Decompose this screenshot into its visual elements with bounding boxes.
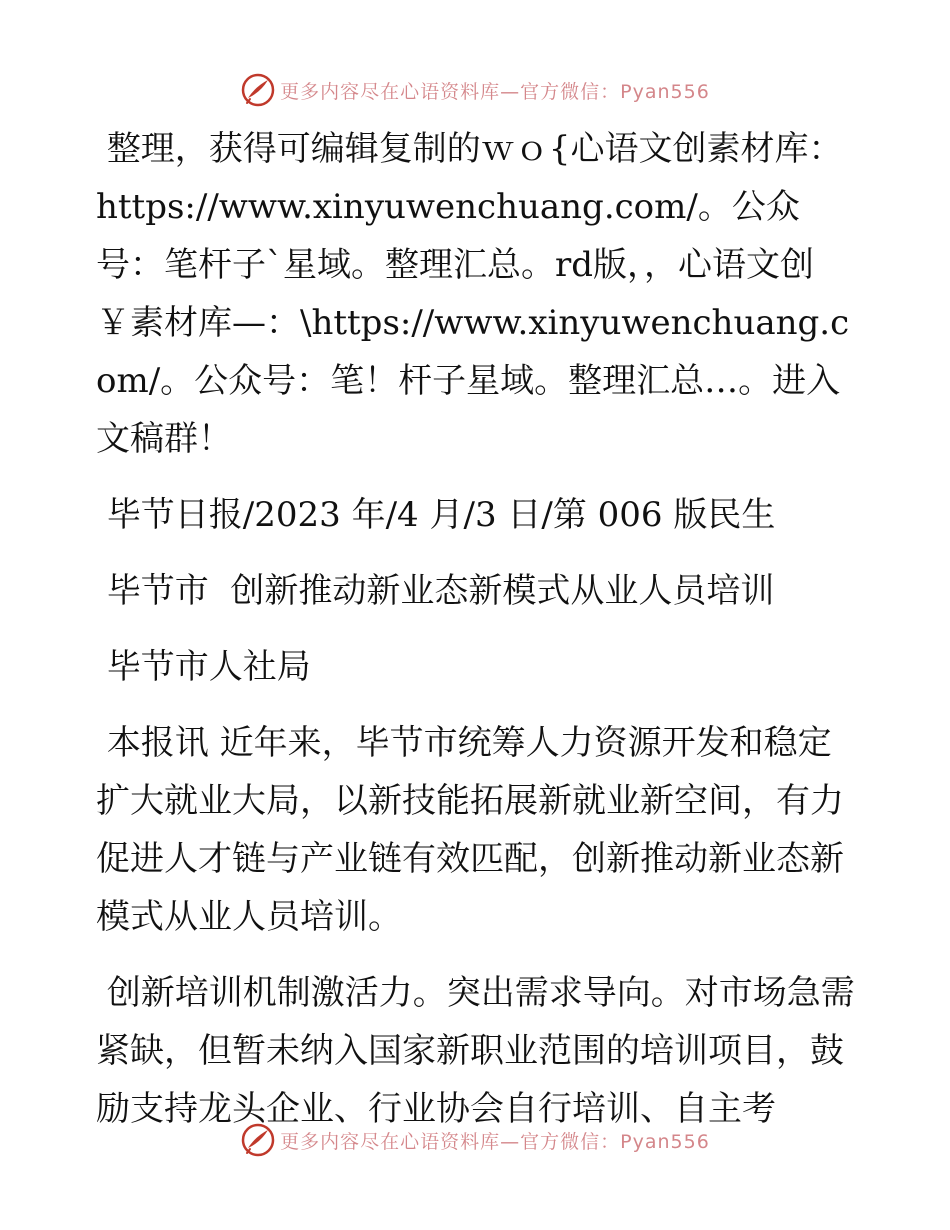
document-body xyxy=(96,120,856,1156)
source-line: 毕节日报/2023 年/4 月/3 日/第 006 版民生 xyxy=(96,495,776,535)
watermark-text: 更多内容尽在心语资料库—官方微信：Pyan556 xyxy=(280,80,710,103)
article-title: 毕节市 创新推动新业态新模式从业人员培训 xyxy=(96,571,775,611)
header-watermark xyxy=(0,70,950,110)
article-author: 毕节市人社局 xyxy=(96,647,311,687)
watermark-text: 更多内容尽在心语资料库—官方微信：Pyan556 xyxy=(280,1130,710,1153)
body-paragraph-2: 创新培训机制激活力。突出需求导向。对市场急需紧缺，但暂未纳入国家新职业范围的培训项目，鼓励支持龙头企业、行业协会自行培训、自主考 xyxy=(96,973,855,1129)
intro-paragraph: 整理，获得可编辑复制的ｗｏ{心语文创素材库：https://www.xinyuwenchuang.com/。公众号：笔杆子`星域。整理汇总。rd版，，心语文创￥素材库—：\https://www.xinyuwenchuang.com/。公众号：笔！杆子星域。整理汇总…。进入文稿群！ xyxy=(96,129,850,459)
feather-circle-logo-icon xyxy=(240,72,276,108)
feather-circle-logo-icon xyxy=(240,1122,276,1158)
body-paragraph-1: 本报讯 近年来，毕节市统筹人力资源开发和稳定扩大就业大局，以新技能拓展新就业新空间，有力促进人才链与产业链有效匹配，创新推动新业态新模式从业人员培训。 xyxy=(96,723,844,937)
footer-watermark xyxy=(0,1120,950,1160)
